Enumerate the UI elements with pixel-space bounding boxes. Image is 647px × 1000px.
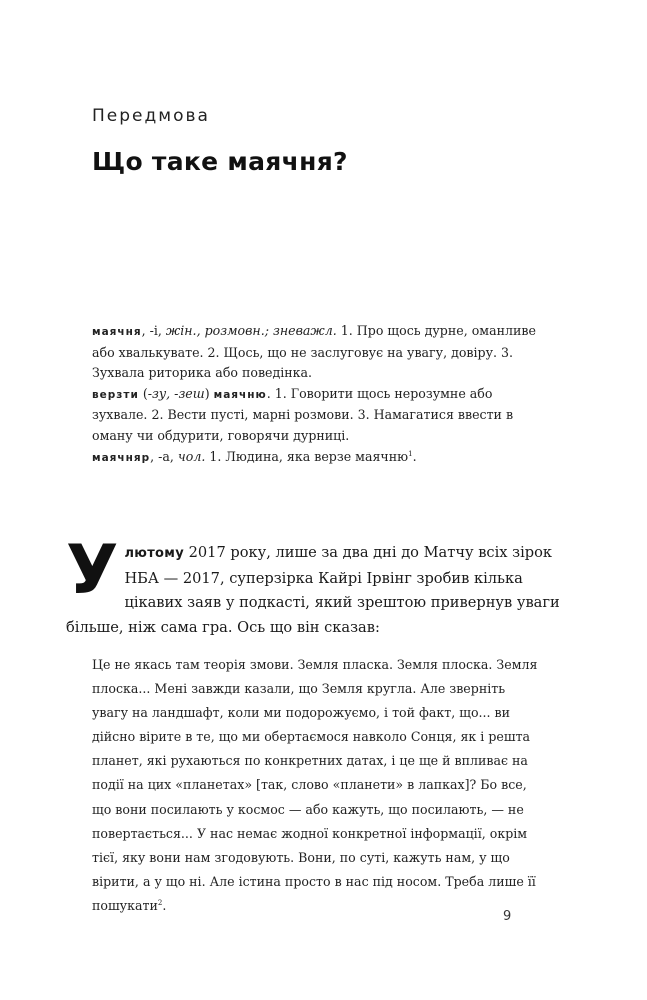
section-label: Передмова [92, 106, 210, 126]
dictionary-entry-1 [92, 321, 542, 384]
definition-end: . [412, 448, 417, 464]
quote-end: . [162, 897, 167, 913]
headword: маячняр [92, 451, 151, 464]
grammar-note: ( [138, 385, 148, 401]
chapter-title: Що таке маячня? [92, 147, 348, 176]
grammar-note-close: ) [204, 385, 214, 401]
grammar-note: , -а, [150, 448, 178, 464]
headword: маячня [92, 326, 142, 338]
headword-2: маячню [213, 388, 267, 401]
quote-text: Це не якась там теорія змови. Земля пласка. Земля плоска. Земля плоска... Мені завжди казали, що Земля кругла. Але зверніть увагу на ландшафт, коли ми подорожуємо, і той факт, що... ви дійсно вірите в те, що ми обертаємося навколо Сонця, як і решта планет, які рухаються по конкретних датах, і це ще й впливає на події на цих «планетах» [так, слово «планети» в лапках]? Бо все, що вони посилають у космос — або кажуть, що посилають, — не повертається... У нас немає жодної конкретної інформації, окрім тієї, яку вони нам згодовують. Вони, по суті, кажуть нам, у що вірити, а у що ні. Але істина просто в нас під носом. Треба лише її пошукати [92, 657, 538, 913]
paragraph-text: 2017 року, лише за два дні до Матчу всіх зірок НБА — 2017, суперзірка Кайрі Ірвінг зробив кілька цікавих заяв у подкасті, який зрештою привернув уваги більше, ніж сама гра. Ось що він сказав: [66, 544, 560, 636]
definition-text: . 1. Говорити щось нерозумне або зухвале. 2. Вести пусті, марні розмови. 3. Намагатися ввести в оману чи обдурити, говорячи дурниці. [92, 385, 514, 443]
dictionary-definitions [92, 321, 542, 468]
page-number: 9 [503, 909, 512, 924]
headword: верзти [92, 388, 139, 401]
grammar-note: , -і, [141, 323, 166, 338]
usage-labels: чол. [177, 448, 206, 464]
footnote-marker: 1 [408, 449, 413, 458]
dictionary-entry-2 [92, 384, 542, 447]
usage-labels: -зу, -зеш [147, 385, 205, 401]
block-quote [92, 653, 542, 918]
drop-cap: У [66, 531, 119, 610]
body-paragraph [66, 531, 562, 640]
usage-labels: жін., розмовн.; зневажл. [165, 323, 337, 338]
definition-text: 1. Про щось дурне, оманливе або хвалькувате. 2. Щось, що не заслуговує на увагу, довіру. 3. Зухвала риторика або поведінка. [92, 323, 536, 381]
definition-text: 1. Людина, яка верзе маячню [205, 448, 409, 464]
footnote-marker: 2 [157, 898, 163, 907]
lead-word: лютому [124, 546, 184, 561]
dictionary-entry-3 [92, 447, 542, 469]
